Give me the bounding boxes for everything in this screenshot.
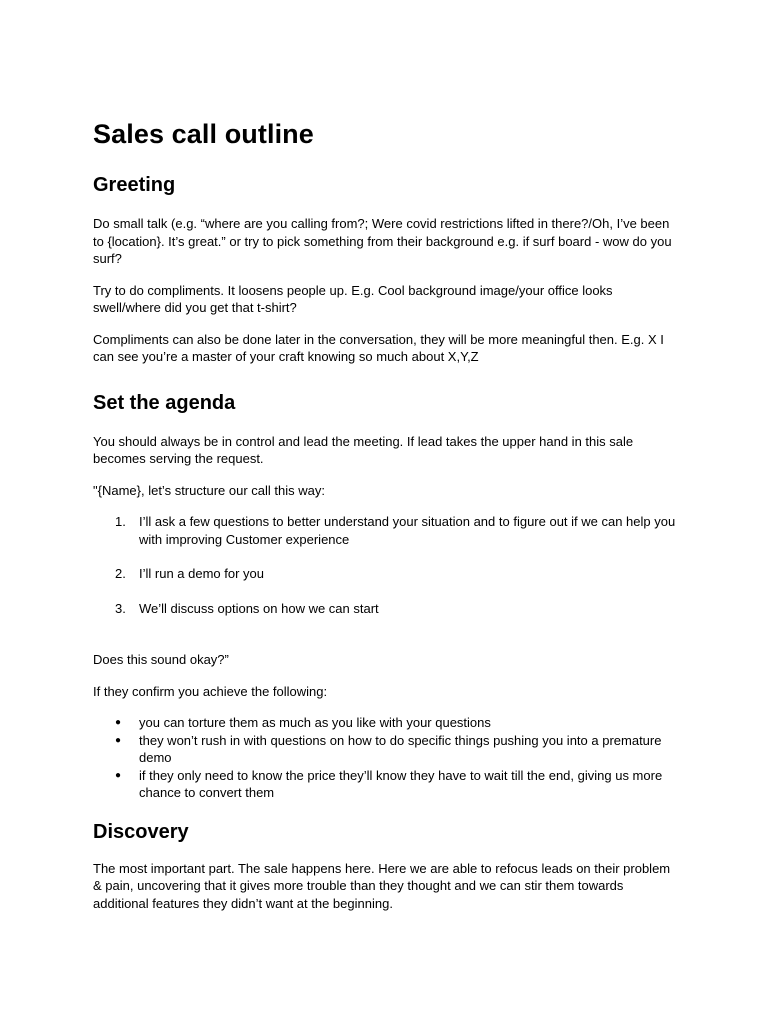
list-number: 2. <box>115 566 126 581</box>
discovery-paragraph-1: The most important part. The sale happens here. Here we are able to refocus leads on their problem & pain, uncovering that it gives more trouble than they thought and we can stir them towards additional features they didn’t want at the beginning. <box>93 860 671 911</box>
list-item-text: if they only need to know the price they’ll know they have to wait till the end, giving us more chance to convert them <box>139 767 663 800</box>
agenda-benefits-list <box>93 714 676 802</box>
list-item <box>93 767 676 802</box>
list-item-text: I’ll ask a few questions to better understand your situation and to figure out if we can help you with improving Customer experience <box>139 514 676 547</box>
greeting-paragraph-1: Do small talk (e.g. “where are you calling from?; Were covid restrictions lifted in there?/Oh, I’ve been to {location}. It’s great.” or try to pick something from their background e.g. if surf board - wow do you surf? <box>93 216 672 266</box>
heading-greeting: Greeting <box>93 174 176 196</box>
greeting-paragraph-2: Try to do compliments. It loosens people up. E.g. Cool background image/your office looks swell/where did you get that t-shirt? <box>93 282 613 315</box>
bullet-icon: ● <box>115 734 122 746</box>
list-item-text: you can torture them as much as you like with your questions <box>139 715 491 730</box>
section-agenda <box>93 390 676 802</box>
list-item <box>93 714 676 732</box>
list-number: 1. <box>115 514 126 529</box>
list-item-text: We’ll discuss options on how we can start <box>139 600 379 616</box>
section-greeting <box>93 172 676 366</box>
heading-discovery: Discovery <box>93 820 189 843</box>
agenda-paragraph-2: "{Name}, let’s structure our call this way: <box>93 482 325 498</box>
list-number: 3. <box>115 600 126 616</box>
document-title: Sales call outline <box>93 119 314 149</box>
list-item-text: I’ll run a demo for you <box>139 566 265 581</box>
list-item <box>93 513 676 548</box>
list-item-text: they won’t rush in with questions on how to do specific things pushing you into a premature demo <box>139 732 662 765</box>
bullet-icon: ● <box>115 769 122 781</box>
agenda-paragraph-4: If they confirm you achieve the following: <box>93 683 328 699</box>
list-item <box>93 600 676 618</box>
heading-set-the-agenda: Set the agenda <box>93 391 236 414</box>
list-item <box>93 565 676 583</box>
bullet-icon: ● <box>115 717 122 728</box>
agenda-paragraph-1: You should always be in control and lead the meeting. If lead takes the upper hand in this sale becomes serving the request. <box>93 433 634 466</box>
agenda-steps-list <box>93 513 676 617</box>
agenda-paragraph-3: Does this sound okay?” <box>93 652 229 667</box>
list-item <box>93 732 676 767</box>
section-discovery <box>93 819 676 913</box>
greeting-paragraph-3: Compliments can also be done later in the conversation, they will be more meaningful then. E.g. X I can see you’re a master of your craft knowing so much about X,Y,Z <box>93 331 664 364</box>
